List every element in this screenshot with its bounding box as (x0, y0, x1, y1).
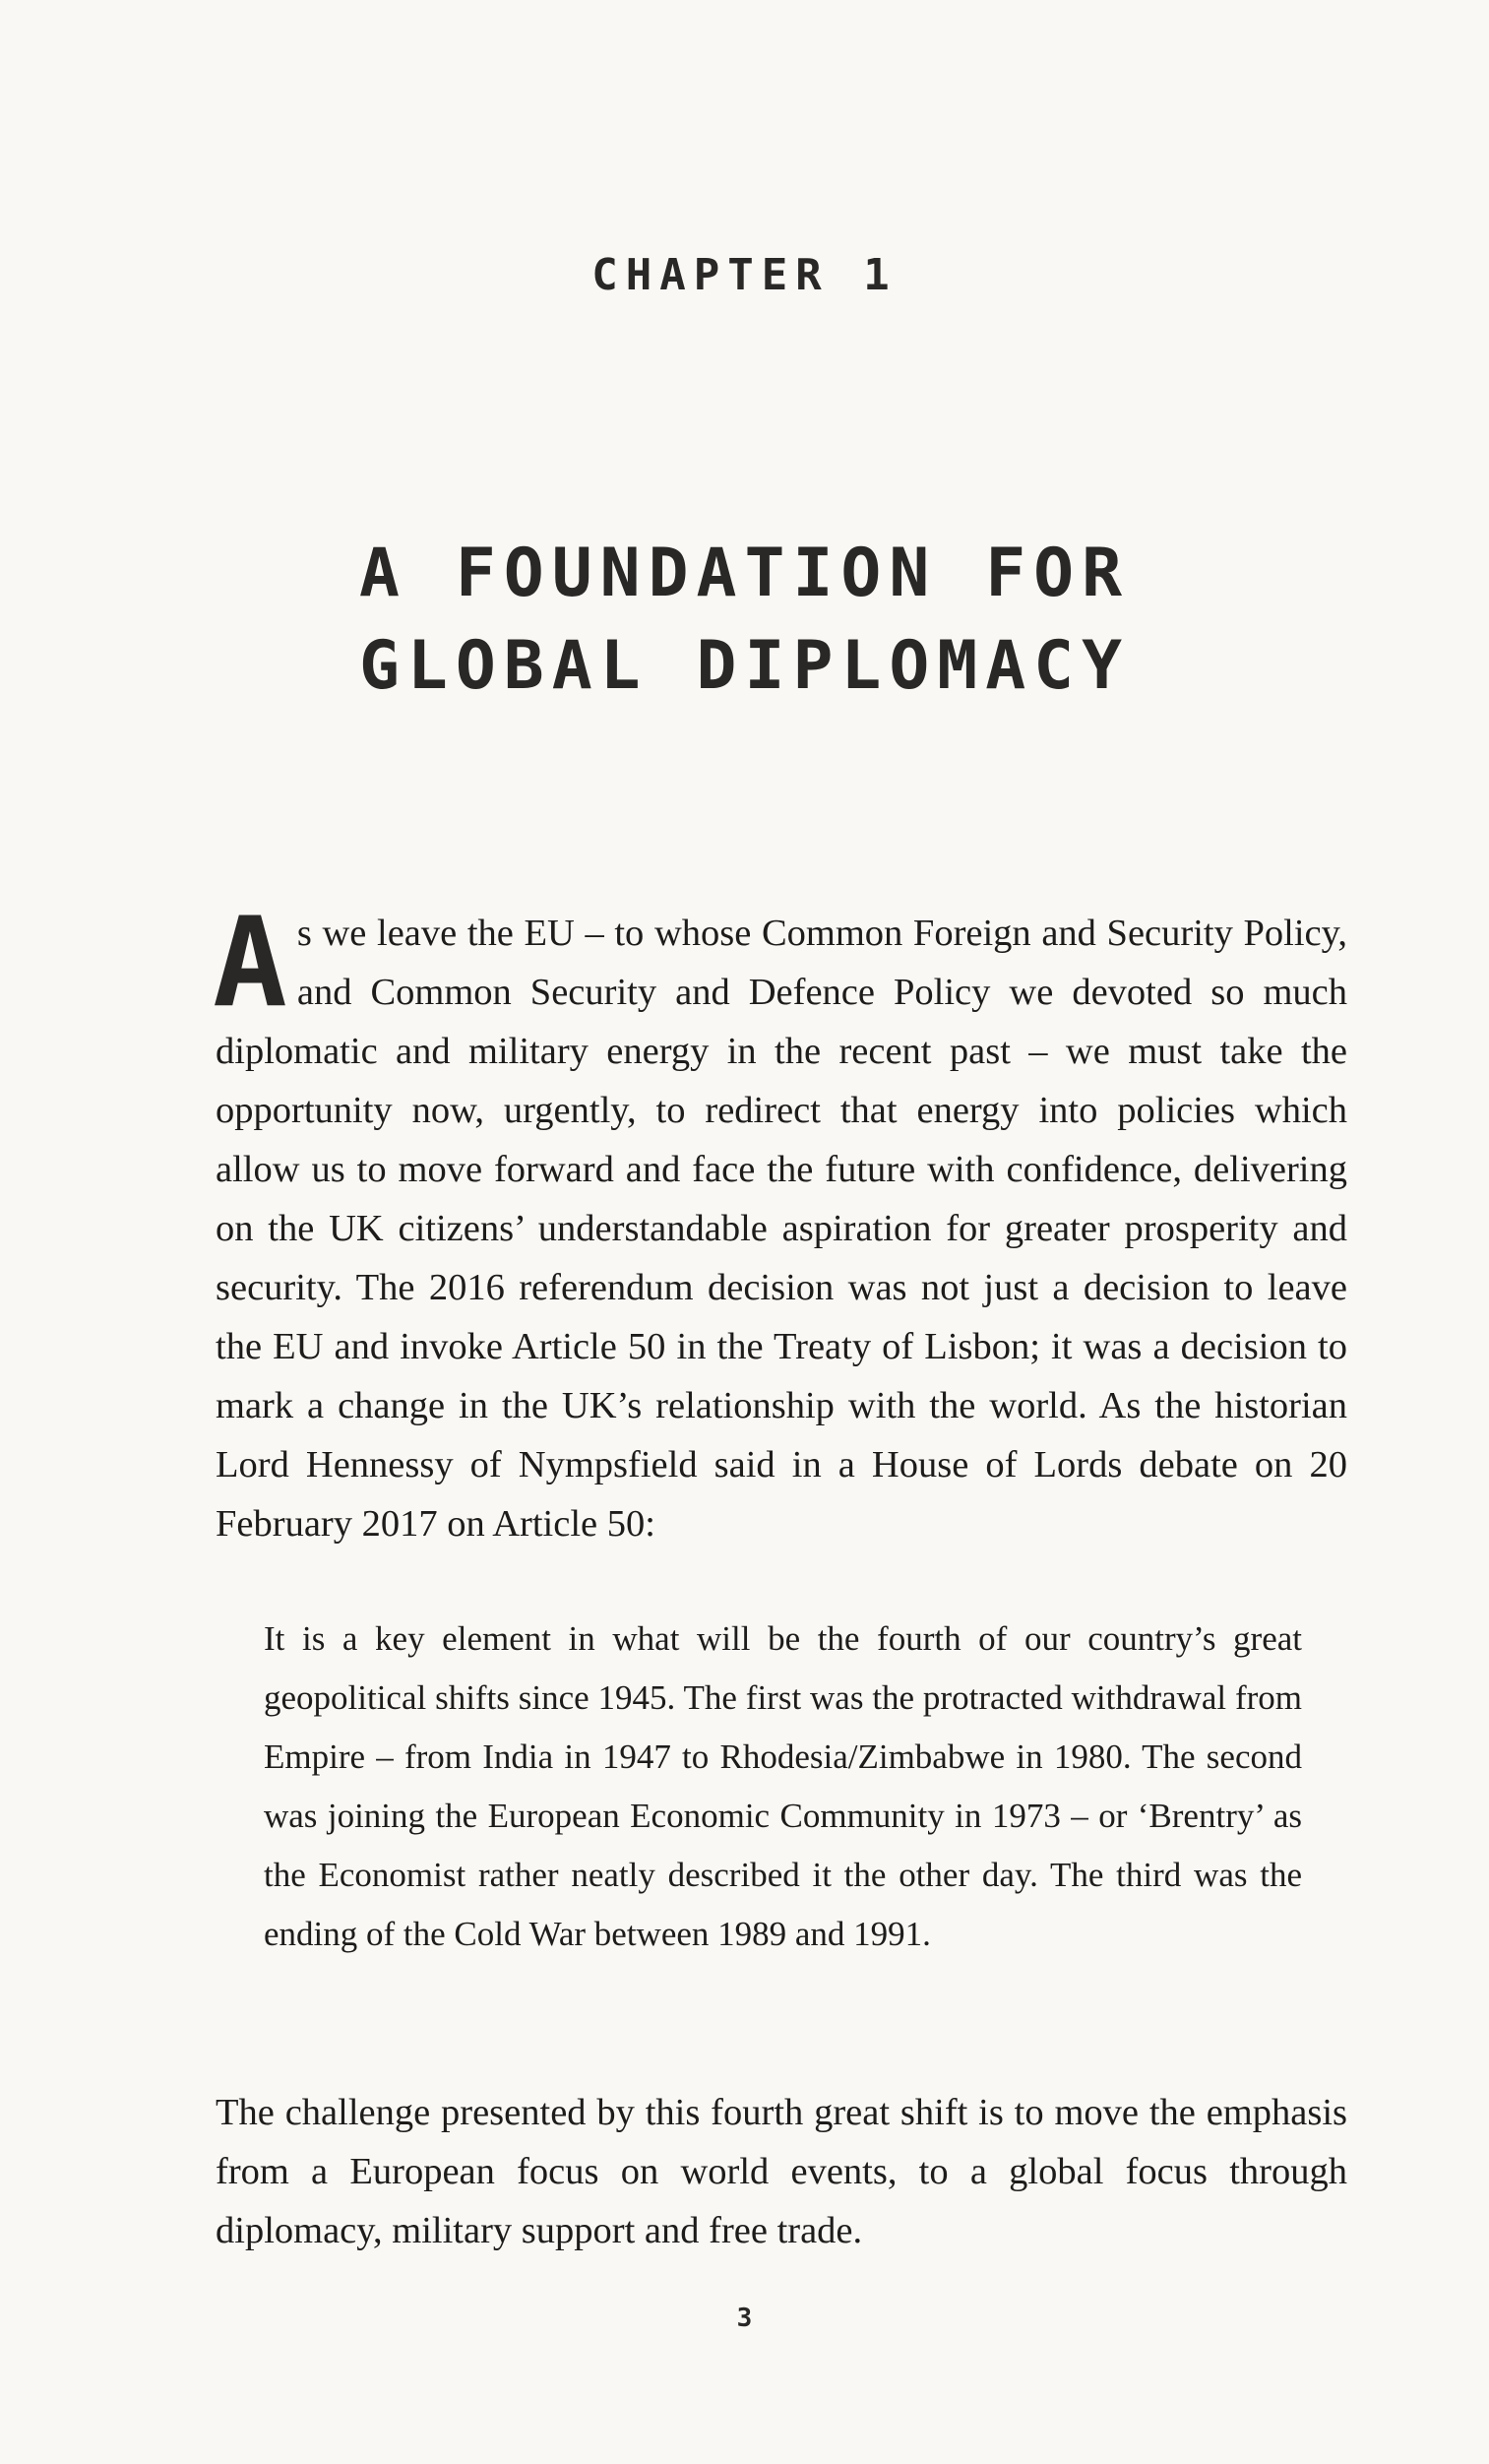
chapter-title-line-2: GLOBAL DIPLOMACY (358, 627, 1131, 705)
opening-paragraph (213, 890, 1347, 1553)
chapter-label: CHAPTER 1 (591, 250, 898, 300)
page-number: 3 (736, 2304, 753, 2333)
block-quote: It is a key element in what will be the fourth of our country’s great geopolitical shifts since 1945. The first was the protracted withdrawal from Empire – from India in 1947 to Rhodesia/Zimbabwe in 1980. The second was joining the European Economic Community in 1973 – or ‘Brentry’ as the Economist rather neatly described it the other day. The third was the ending of the Cold War between 1989 and 1991. (264, 1619, 1302, 1953)
chapter-title-line-1: A FOUNDATION FOR (358, 535, 1131, 612)
closing-paragraph: The challenge presented by this fourth great shift is to move the emphasis from a European focus on world events, to a global focus through diplomacy, military support and free trade. (216, 2092, 1347, 2251)
drop-cap: A (213, 890, 287, 1035)
chapter-title (0, 528, 1489, 713)
opening-paragraph-text: s we leave the EU – to whose Common Foreign and Security Policy, and Common Security and Defence Policy we devoted so much diplomatic and military energy in the recent past – we must take the opportunity now, urgently, to redirect that energy into policies which allow us to move forward and face the future with confidence, delivering on the UK citizens’ understandable aspiration for greater prosperity and security. The 2016 referendum decision was not just a decision to leave the EU and invoke Article 50 in the Treaty of Lisbon; it was a decision to mark a change in the UK’s relationship with the world. As the historian Lord Hennessy of Nympsfield said in a House of Lords debate on 20 February 2017 on Article 50: (216, 913, 1347, 1545)
